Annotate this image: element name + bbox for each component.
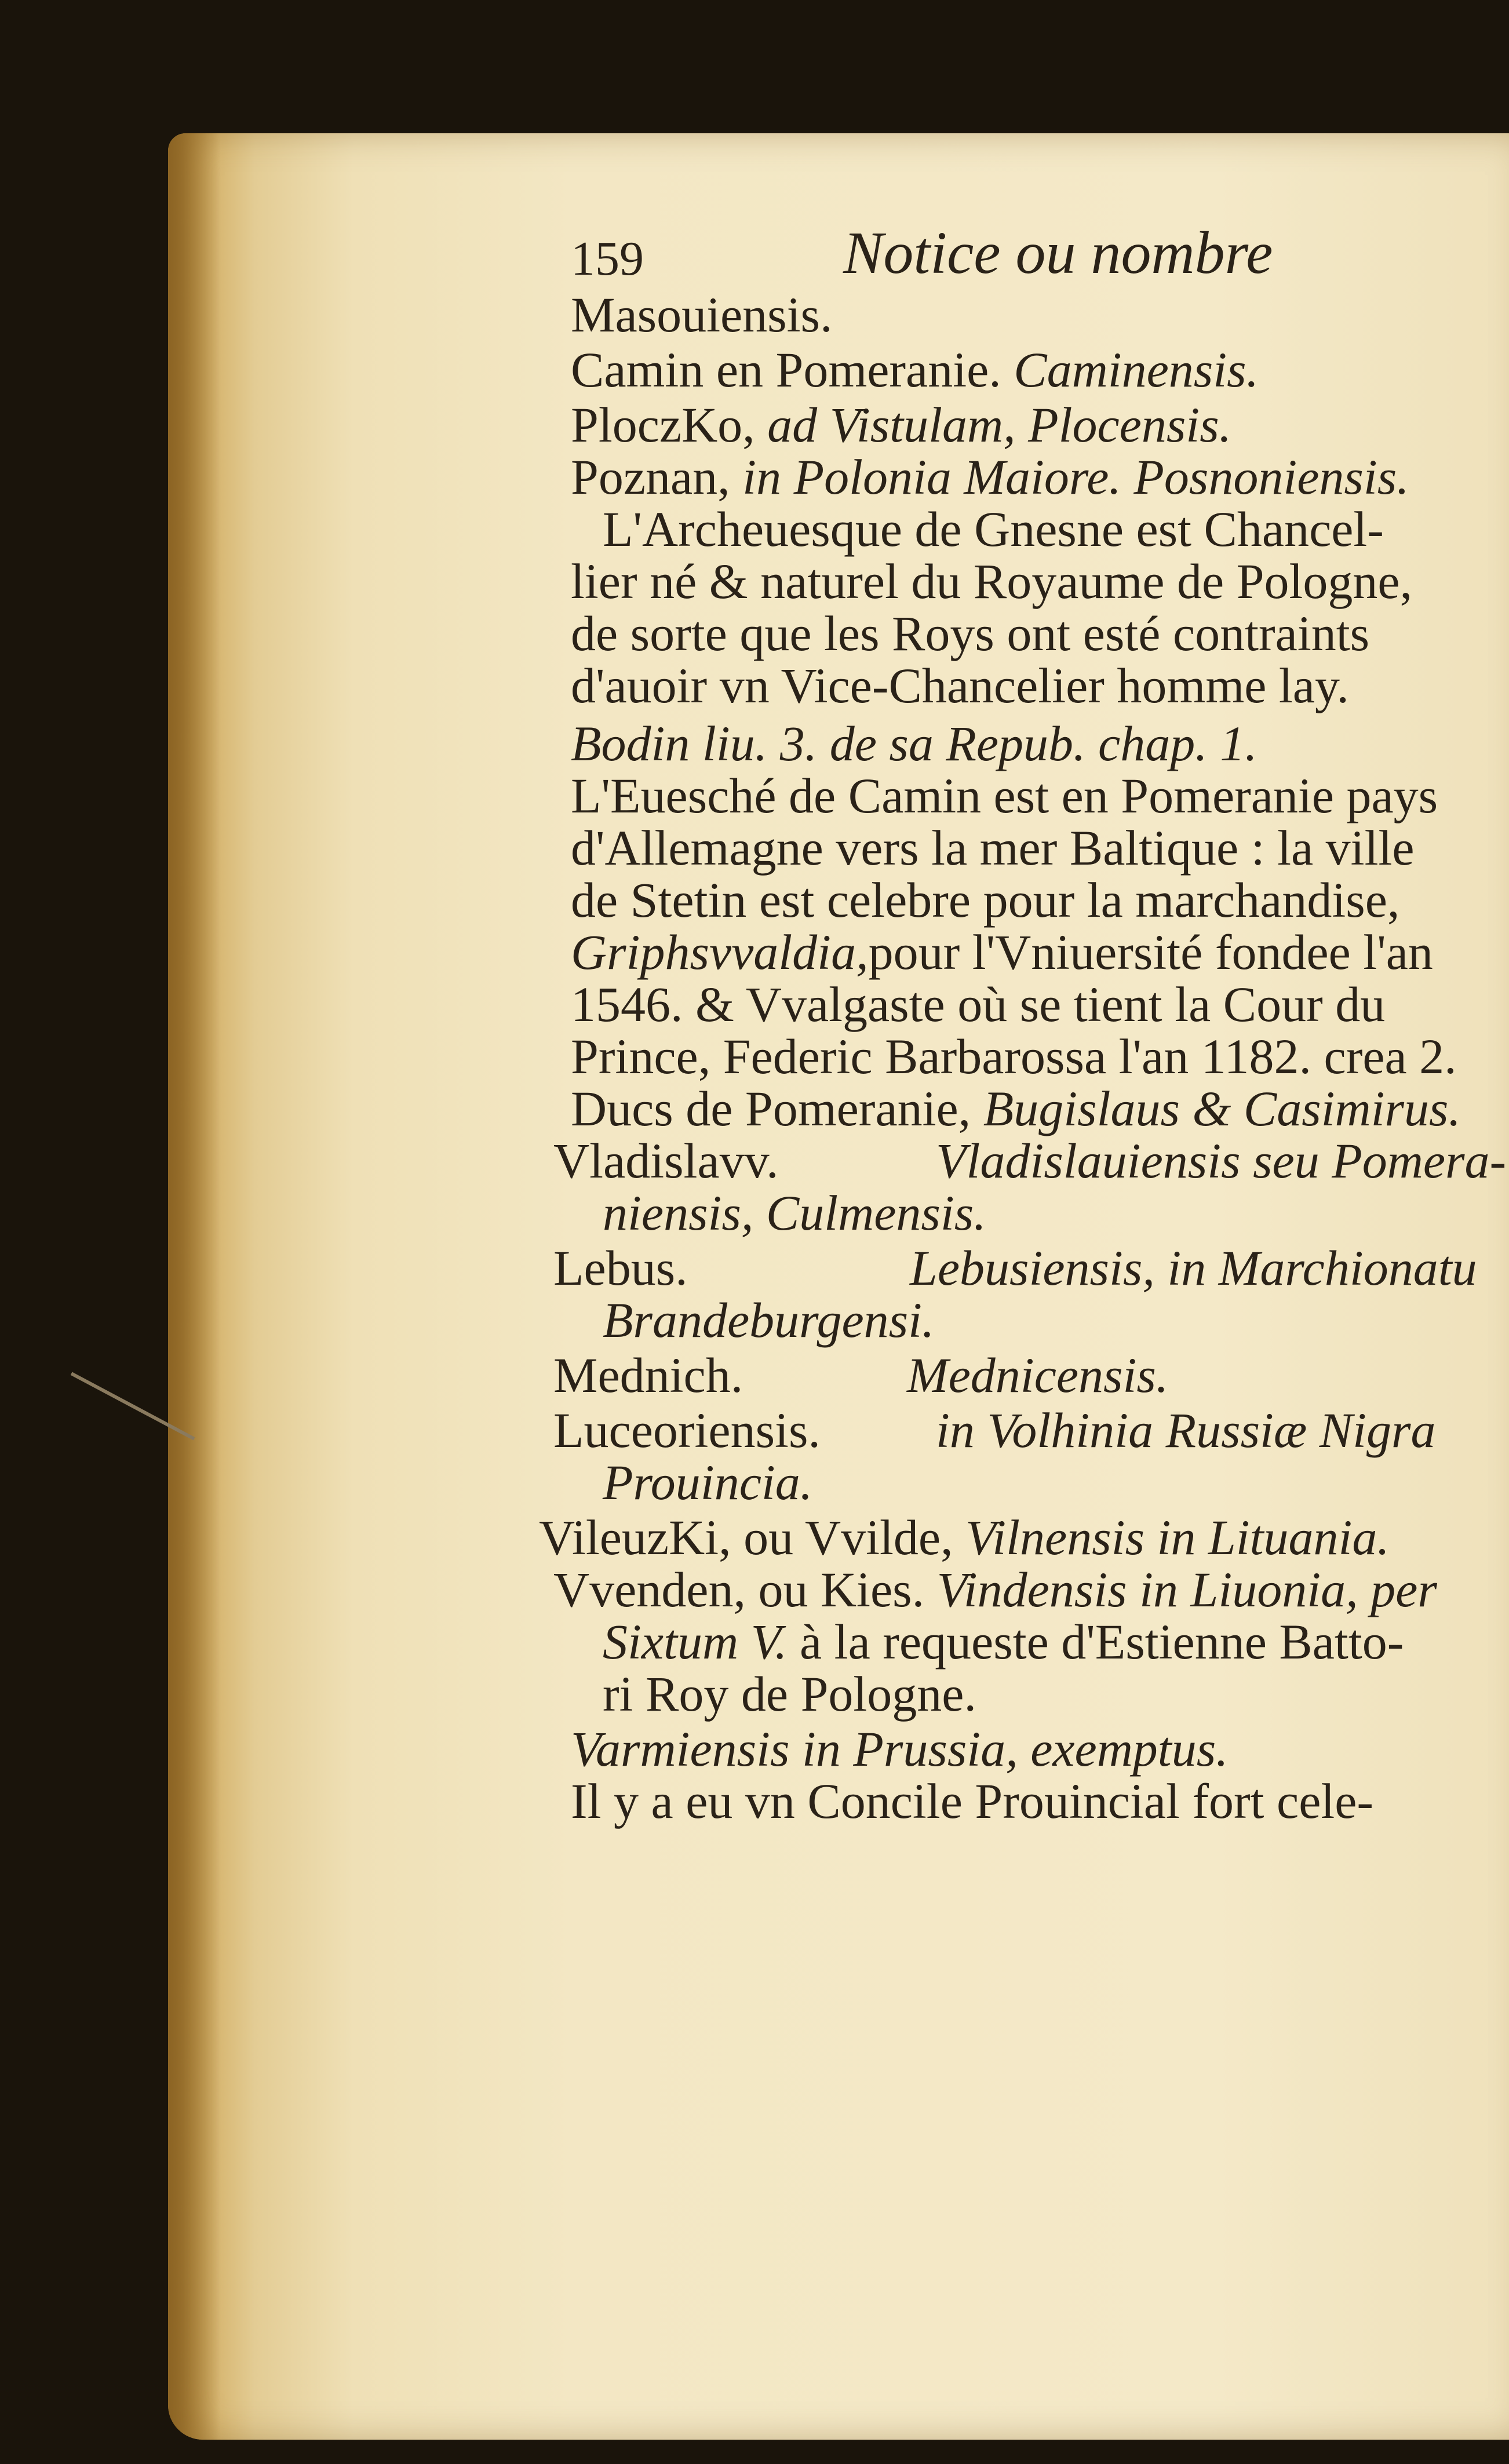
text-line — [603, 501, 1384, 557]
text-line — [571, 976, 1386, 1032]
text-line — [603, 1666, 976, 1722]
text-line — [571, 397, 1232, 453]
italic-text-segment: Vilnensis in Lituania. — [965, 1510, 1390, 1565]
roman-text-segment: Camin en Pomeranie. — [571, 342, 1014, 398]
roman-text-segment: L'Archeuesque de Gnesne est Chancel- — [603, 501, 1384, 557]
text-line — [553, 1240, 688, 1296]
text-line — [571, 1773, 1374, 1829]
text-line — [571, 553, 1413, 609]
italic-text-segment: Lebusiensis, in Marchionatu — [910, 1240, 1477, 1296]
text-line — [571, 1029, 1457, 1084]
text-line — [571, 872, 1400, 928]
text-line — [571, 658, 1349, 713]
text-line — [571, 287, 833, 342]
roman-text-segment: de sorte que les Roys ont esté contraints — [571, 606, 1370, 661]
italic-text-segment: Caminensis. — [1014, 342, 1259, 398]
text-line — [603, 1185, 986, 1241]
roman-text-segment: à la requeste d'Estienne Batto- — [800, 1614, 1404, 1670]
text-line — [553, 1402, 821, 1458]
text-line — [571, 449, 1409, 505]
roman-text-segment: Ducs de Pomeranie, — [571, 1081, 983, 1136]
roman-text-segment: Lebus. — [553, 1240, 688, 1296]
text-line — [571, 716, 1258, 771]
italic-text-segment: Brandeburgensi. — [603, 1292, 935, 1348]
italic-text-segment: in Volhinia Russiæ Nigra — [936, 1402, 1436, 1458]
text-line — [571, 768, 1438, 823]
italic-text-segment: Vladislauiensis seu Pomera- — [936, 1133, 1507, 1189]
page-edge-stain — [168, 133, 220, 2440]
roman-text-segment: Il y a eu vn Concile Prouincial fort cele- — [571, 1773, 1374, 1829]
text-line — [553, 1347, 743, 1403]
roman-text-segment: VileuzKi, ou Vvilde, — [539, 1510, 966, 1565]
roman-text-segment: PloczKo, — [571, 397, 768, 453]
roman-text-segment: de Stetin est celebre pour la marchandise, — [571, 872, 1400, 928]
italic-text-segment: Griphsvvaldia, — [571, 924, 869, 980]
italic-text-segment: Bugislaus & Casimirus. — [983, 1081, 1461, 1136]
text-line — [553, 1133, 779, 1189]
roman-text-segment: 1546. & Vvalgaste où se tient la Cour du — [571, 976, 1386, 1032]
text-line — [571, 924, 1433, 980]
roman-text-segment: ri Roy de Pologne. — [603, 1666, 976, 1722]
italic-text-segment: niensis, Culmensis. — [603, 1185, 986, 1241]
italic-text-segment: Varmiensis in Prussia, exemptus. — [571, 1721, 1229, 1777]
page-number: 159 — [571, 232, 644, 286]
italic-text-segment: Vindensis in Liuonia, per — [936, 1562, 1437, 1617]
roman-text-segment: Poznan, — [571, 449, 743, 505]
text-line — [571, 606, 1370, 661]
running-title: Notice ou nombre — [843, 220, 1273, 286]
text-line — [936, 1133, 1507, 1189]
text-line — [571, 1081, 1461, 1136]
italic-text-segment: Mednicensis. — [907, 1347, 1169, 1403]
text-line — [907, 1347, 1169, 1403]
roman-text-segment: Prince, Federic Barbarossa l'an 1182. crea 2. — [571, 1029, 1457, 1084]
text-line — [936, 1402, 1436, 1458]
text-line — [539, 1510, 1390, 1565]
roman-text-segment: Vladislavv. — [553, 1133, 779, 1189]
text-line — [603, 1614, 1404, 1670]
italic-text-segment: Sixtum V. — [603, 1614, 800, 1670]
roman-text-segment: d'Allemagne vers la mer Baltique : la ville — [571, 820, 1415, 876]
roman-text-segment: pour l'Vniuersité fondee l'an — [868, 924, 1433, 980]
roman-text-segment: L'Euesché de Camin est en Pomeranie pays — [571, 768, 1438, 823]
roman-text-segment: lier né & naturel du Royaume de Pologne, — [571, 553, 1413, 609]
roman-text-segment: Vvenden, ou Kies. — [553, 1562, 937, 1617]
italic-text-segment: Prouincia. — [603, 1455, 813, 1510]
italic-text-segment: Bodin liu. 3. de sa Repub. chap. 1. — [571, 716, 1258, 771]
roman-text-segment: d'auoir vn Vice-Chancelier homme lay. — [571, 658, 1349, 713]
roman-text-segment: Masouiensis. — [571, 287, 833, 342]
text-line — [571, 820, 1415, 876]
text-line — [603, 1292, 935, 1348]
text-line — [571, 342, 1259, 398]
text-line — [571, 1721, 1229, 1777]
roman-text-segment: Luceoriensis. — [553, 1402, 821, 1458]
italic-text-segment: ad Vistulam, Plocensis. — [767, 397, 1232, 453]
italic-text-segment: in Polonia Maiore. Posnoniensis. — [742, 449, 1409, 505]
roman-text-segment: Mednich. — [553, 1347, 743, 1403]
text-line — [603, 1455, 813, 1510]
text-line — [553, 1562, 1437, 1617]
text-line — [910, 1240, 1477, 1296]
